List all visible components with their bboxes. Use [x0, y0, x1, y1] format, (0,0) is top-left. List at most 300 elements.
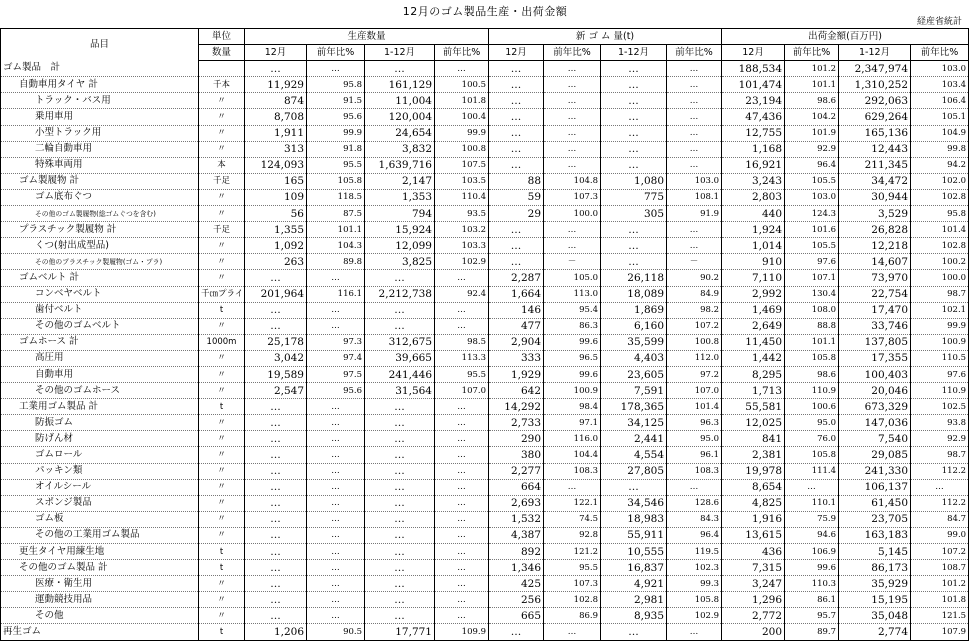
cell-value: … — [601, 93, 667, 109]
cell-ratio: … — [667, 238, 722, 254]
table-row — [1, 576, 969, 592]
cell-value: 178,365 — [601, 399, 667, 415]
cell-value: 25,178 — [245, 334, 307, 350]
row-unit: t — [199, 544, 245, 560]
table-row — [1, 544, 969, 560]
cell-value: … — [601, 125, 667, 141]
cell-ratio: 102.5 — [911, 399, 969, 415]
cell-value: 17,355 — [839, 350, 911, 366]
cell-ratio: 108.7 — [911, 560, 969, 576]
cell-ratio: … — [307, 608, 365, 624]
cell-ratio: 101.6 — [785, 222, 839, 238]
table-row — [1, 93, 969, 109]
cell-value: 1,924 — [722, 222, 785, 238]
cell-value: 2,981 — [601, 592, 667, 608]
cell-ratio: 100.5 — [435, 77, 489, 93]
table-row — [1, 173, 969, 189]
cell-value: 35,929 — [839, 576, 911, 592]
cell-ratio: 102.8 — [544, 592, 601, 608]
cell-value: … — [601, 222, 667, 238]
cell-ratio: … — [307, 560, 365, 576]
cell-value: 16,837 — [601, 560, 667, 576]
row-unit: 千足 — [199, 173, 245, 189]
row-unit: 〃 — [199, 608, 245, 624]
cell-ratio: … — [435, 592, 489, 608]
cell-ratio: 98.2 — [667, 302, 722, 318]
row-item-name: パッキン類 — [1, 463, 199, 479]
cell-ratio: 112.2 — [911, 495, 969, 511]
cell-ratio: … — [544, 109, 601, 125]
cell-ratio: 110.9 — [911, 383, 969, 399]
cell-ratio: … — [435, 576, 489, 592]
cell-ratio: 99.8 — [911, 141, 969, 157]
cell-value: 1,206 — [245, 624, 307, 640]
cell-ratio: 99.3 — [667, 576, 722, 592]
cell-ratio: 102.8 — [911, 189, 969, 205]
cell-ratio: 101.4 — [911, 222, 969, 238]
cell-value: … — [245, 270, 307, 286]
cell-value: … — [365, 463, 435, 479]
cell-ratio: 88.8 — [785, 318, 839, 334]
table-row — [1, 302, 969, 318]
cell-value: … — [245, 527, 307, 543]
cell-ratio: 101.2 — [785, 61, 839, 77]
cell-ratio: 107.5 — [435, 157, 489, 173]
cell-ratio: 103.5 — [435, 173, 489, 189]
cell-ratio: … — [667, 624, 722, 640]
cell-value: … — [489, 93, 544, 109]
cell-value: 1,469 — [722, 302, 785, 318]
cell-value: 29,085 — [839, 447, 911, 463]
cell-value: … — [489, 624, 544, 640]
cell-ratio: 107.1 — [785, 270, 839, 286]
cell-value: 100,403 — [839, 366, 911, 382]
table-row — [1, 157, 969, 173]
cell-ratio: 100.9 — [911, 334, 969, 350]
cell-value: 841 — [722, 431, 785, 447]
cell-ratio: 94.2 — [911, 157, 969, 173]
row-item-name: 高圧用 — [1, 350, 199, 366]
cell-value: 33,746 — [839, 318, 911, 334]
header-sub: 12月 — [489, 45, 544, 61]
cell-ratio: 103.3 — [435, 238, 489, 254]
cell-value: 200 — [722, 624, 785, 640]
cell-value: … — [601, 77, 667, 93]
cell-value: 188,534 — [722, 61, 785, 77]
cell-value: 15,195 — [839, 592, 911, 608]
cell-value: 17,771 — [365, 624, 435, 640]
cell-value: 24,654 — [365, 125, 435, 141]
cell-value: 2,212,738 — [365, 286, 435, 302]
cell-ratio: … — [307, 447, 365, 463]
row-item-name: その他のゴム製品 計 — [1, 560, 199, 576]
cell-value: 35,599 — [601, 334, 667, 350]
cell-ratio: 101.9 — [785, 125, 839, 141]
cell-ratio: 116.1 — [307, 286, 365, 302]
cell-ratio: 99.0 — [911, 527, 969, 543]
cell-value: … — [245, 495, 307, 511]
cell-value: … — [365, 415, 435, 431]
row-item-name: ゴムホース 計 — [1, 334, 199, 350]
cell-value: … — [365, 560, 435, 576]
cell-ratio: 105.0 — [544, 270, 601, 286]
header-sub: 前年比% — [785, 45, 839, 61]
cell-value: 165,136 — [839, 125, 911, 141]
cell-ratio: … — [435, 560, 489, 576]
cell-ratio: 95.6 — [307, 383, 365, 399]
cell-ratio: 112.2 — [911, 463, 969, 479]
cell-value: 2,347,974 — [839, 61, 911, 77]
row-item-name: 歯付ベルト — [1, 302, 199, 318]
cell-value: 313 — [245, 141, 307, 157]
cell-value: 6,160 — [601, 318, 667, 334]
cell-ratio: 76.0 — [785, 431, 839, 447]
row-item-name: くつ(射出成型品) — [1, 238, 199, 254]
row-item-name: トラック・バス用 — [1, 93, 199, 109]
cell-ratio: 105.8 — [785, 350, 839, 366]
cell-ratio: … — [307, 592, 365, 608]
cell-value: 477 — [489, 318, 544, 334]
row-item-name: その他のプラスチック製履物(ゴム・プラ) — [1, 254, 199, 270]
cell-value: 3,243 — [722, 173, 785, 189]
row-item-name: 更生タイヤ用練生地 — [1, 544, 199, 560]
cell-value: 7,110 — [722, 270, 785, 286]
cell-ratio: … — [667, 77, 722, 93]
cell-ratio: 107.3 — [544, 576, 601, 592]
row-unit: 〃 — [199, 383, 245, 399]
table-row — [1, 495, 969, 511]
cell-ratio: 105.8 — [307, 173, 365, 189]
cell-value: … — [365, 479, 435, 495]
cell-value: … — [601, 109, 667, 125]
row-unit: 千本 — [199, 77, 245, 93]
cell-value: 147,036 — [839, 415, 911, 431]
cell-value: 4,825 — [722, 495, 785, 511]
cell-ratio: 108.1 — [667, 189, 722, 205]
cell-ratio: 101.2 — [911, 576, 969, 592]
cell-ratio: 100.9 — [544, 383, 601, 399]
cell-value: 874 — [245, 93, 307, 109]
row-item-name: ゴム板 — [1, 511, 199, 527]
cell-ratio: 99.9 — [911, 318, 969, 334]
cell-value: 2,277 — [489, 463, 544, 479]
row-unit: t — [199, 302, 245, 318]
cell-ratio: 103.0 — [785, 189, 839, 205]
cell-value: 380 — [489, 447, 544, 463]
cell-value: 2,803 — [722, 189, 785, 205]
cell-value: 34,546 — [601, 495, 667, 511]
cell-value: 19,978 — [722, 463, 785, 479]
cell-value: 290 — [489, 431, 544, 447]
cell-value: … — [365, 447, 435, 463]
cell-ratio: … — [307, 302, 365, 318]
cell-ratio: 99.9 — [307, 125, 365, 141]
cell-ratio: … — [307, 318, 365, 334]
cell-ratio: 121.2 — [544, 544, 601, 560]
cell-value: … — [245, 544, 307, 560]
cell-value: … — [245, 479, 307, 495]
table-row — [1, 189, 969, 205]
cell-ratio: 106.9 — [785, 544, 839, 560]
cell-ratio: … — [307, 511, 365, 527]
cell-value: … — [365, 495, 435, 511]
row-item-name: 自動車用 — [1, 366, 199, 382]
row-unit: t — [199, 399, 245, 415]
production-table — [0, 28, 969, 641]
cell-value: 35,048 — [839, 608, 911, 624]
row-item-name: ゴムベルト 計 — [1, 270, 199, 286]
header-unit: 単位 — [199, 29, 245, 45]
cell-value: 263 — [245, 254, 307, 270]
cell-ratio: 105.5 — [785, 238, 839, 254]
cell-ratio: 104.2 — [785, 109, 839, 125]
header-sub: 12月 — [245, 45, 307, 61]
cell-ratio: … — [544, 222, 601, 238]
row-item-name: ゴム製履物 計 — [1, 173, 199, 189]
row-unit: t — [199, 624, 245, 640]
cell-value: 664 — [489, 479, 544, 495]
cell-ratio: 108.0 — [785, 302, 839, 318]
cell-ratio: 103.0 — [911, 61, 969, 77]
table-row — [1, 334, 969, 350]
row-unit: 〃 — [199, 238, 245, 254]
cell-value: 3,529 — [839, 206, 911, 222]
cell-ratio: 105.8 — [785, 447, 839, 463]
cell-ratio: 102.3 — [667, 560, 722, 576]
cell-ratio: 101.1 — [785, 334, 839, 350]
cell-ratio: 100.0 — [911, 270, 969, 286]
cell-value: … — [601, 238, 667, 254]
row-item-name: スポンジ製品 — [1, 495, 199, 511]
row-unit: 〃 — [199, 592, 245, 608]
cell-value: 56 — [245, 206, 307, 222]
cell-value: 2,547 — [245, 383, 307, 399]
cell-ratio: 124.3 — [785, 206, 839, 222]
cell-value: … — [489, 238, 544, 254]
cell-ratio: 99.9 — [435, 125, 489, 141]
cell-value: 23,605 — [601, 366, 667, 382]
table-row — [1, 286, 969, 302]
cell-value: 7,315 — [722, 560, 785, 576]
cell-ratio: 101.1 — [307, 222, 365, 238]
cell-ratio: 100.6 — [785, 399, 839, 415]
cell-value: 106,137 — [839, 479, 911, 495]
row-item-name: 小型トラック用 — [1, 125, 199, 141]
cell-value: 101,474 — [722, 77, 785, 93]
cell-value: … — [601, 624, 667, 640]
cell-ratio: 96.1 — [667, 447, 722, 463]
cell-ratio: 97.1 — [544, 415, 601, 431]
table-row — [1, 447, 969, 463]
cell-value: 665 — [489, 608, 544, 624]
table-row — [1, 592, 969, 608]
cell-value: 7,591 — [601, 383, 667, 399]
cell-ratio: 119.5 — [667, 544, 722, 560]
cell-value: 20,046 — [839, 383, 911, 399]
cell-value: … — [365, 399, 435, 415]
cell-ratio: … — [435, 527, 489, 543]
cell-value: … — [245, 61, 307, 77]
cell-value: 312,675 — [365, 334, 435, 350]
table-row — [1, 479, 969, 495]
cell-value: … — [601, 157, 667, 173]
cell-ratio: 104.4 — [544, 447, 601, 463]
cell-ratio: … — [307, 270, 365, 286]
header-item: 品目 — [1, 29, 199, 61]
row-item-name: 防振ゴム — [1, 415, 199, 431]
header-row-top — [1, 29, 969, 45]
cell-ratio: 104.8 — [544, 173, 601, 189]
cell-value: 1,639,716 — [365, 157, 435, 173]
row-item-name: 工業用ゴム製品 計 — [1, 399, 199, 415]
table-row — [1, 125, 969, 141]
cell-ratio: 95.5 — [307, 157, 365, 173]
cell-ratio: … — [307, 544, 365, 560]
cell-ratio: … — [435, 447, 489, 463]
cell-ratio: 98.4 — [544, 399, 601, 415]
cell-value: 2,693 — [489, 495, 544, 511]
cell-ratio: 98.7 — [911, 286, 969, 302]
cell-value: 1,713 — [722, 383, 785, 399]
cell-value: … — [489, 222, 544, 238]
cell-ratio: 96.4 — [667, 527, 722, 543]
cell-ratio: … — [307, 495, 365, 511]
cell-ratio: 106.4 — [911, 93, 969, 109]
cell-ratio: 92.9 — [911, 431, 969, 447]
cell-ratio: … — [667, 93, 722, 109]
cell-ratio: 101.8 — [435, 93, 489, 109]
cell-ratio: 121.5 — [911, 608, 969, 624]
cell-value: 18,983 — [601, 511, 667, 527]
cell-ratio: 74.5 — [544, 511, 601, 527]
cell-ratio: 98.6 — [785, 366, 839, 382]
cell-ratio: … — [307, 576, 365, 592]
cell-ratio: … — [435, 270, 489, 286]
cell-value: 73,970 — [839, 270, 911, 286]
cell-value: 2,774 — [839, 624, 911, 640]
cell-ratio: 100.0 — [544, 206, 601, 222]
cell-value: … — [245, 511, 307, 527]
cell-value: 17,470 — [839, 302, 911, 318]
row-item-name: 再生ゴム — [1, 624, 199, 640]
cell-ratio: 104.3 — [307, 238, 365, 254]
cell-ratio: … — [435, 608, 489, 624]
table-body — [1, 61, 969, 640]
cell-ratio: … — [544, 125, 601, 141]
row-item-name: その他 — [1, 608, 199, 624]
cell-value: 5,145 — [839, 544, 911, 560]
cell-ratio: 122.1 — [544, 495, 601, 511]
row-item-name: ゴム底布ぐつ — [1, 189, 199, 205]
cell-ratio: 90.5 — [307, 624, 365, 640]
row-item-name: その他のゴムベルト — [1, 318, 199, 334]
cell-ratio: 111.4 — [785, 463, 839, 479]
cell-ratio: … — [667, 125, 722, 141]
cell-value: 16,921 — [722, 157, 785, 173]
cell-ratio: 96.4 — [785, 157, 839, 173]
cell-value: 3,247 — [722, 576, 785, 592]
cell-ratio: … — [435, 302, 489, 318]
cell-value: … — [245, 399, 307, 415]
cell-value: 165 — [245, 173, 307, 189]
cell-value: … — [365, 302, 435, 318]
cell-value: … — [365, 527, 435, 543]
cell-ratio: … — [544, 157, 601, 173]
cell-value: 27,805 — [601, 463, 667, 479]
cell-ratio: 107.0 — [667, 383, 722, 399]
cell-value: … — [601, 141, 667, 157]
row-unit: 〃 — [199, 415, 245, 431]
cell-ratio: … — [307, 463, 365, 479]
cell-value: … — [489, 254, 544, 270]
cell-ratio: 87.5 — [307, 206, 365, 222]
table-row — [1, 206, 969, 222]
row-item-name: 運動競技用品 — [1, 592, 199, 608]
row-unit: 〃 — [199, 447, 245, 463]
cell-ratio: 99.6 — [544, 366, 601, 382]
cell-ratio: … — [667, 222, 722, 238]
cell-value: 39,665 — [365, 350, 435, 366]
row-unit: 千足 — [199, 222, 245, 238]
cell-ratio: 97.6 — [911, 366, 969, 382]
row-unit: 〃 — [199, 350, 245, 366]
cell-value: … — [601, 479, 667, 495]
cell-value: 7,540 — [839, 431, 911, 447]
row-item-name: オイルシール — [1, 479, 199, 495]
cell-value: 15,924 — [365, 222, 435, 238]
cell-ratio: 110.5 — [911, 350, 969, 366]
cell-value: … — [601, 254, 667, 270]
cell-ratio: 95.0 — [785, 415, 839, 431]
cell-ratio: 98.7 — [911, 447, 969, 463]
cell-ratio: 108.3 — [544, 463, 601, 479]
header-production: 生産数量 — [245, 29, 489, 45]
cell-ratio: 91.9 — [667, 206, 722, 222]
cell-value: 26,118 — [601, 270, 667, 286]
cell-value: … — [245, 318, 307, 334]
cell-value: 163,183 — [839, 527, 911, 543]
cell-value: 47,436 — [722, 109, 785, 125]
cell-ratio: … — [667, 109, 722, 125]
table-row — [1, 527, 969, 543]
cell-value: 1,911 — [245, 125, 307, 141]
header-shipment: 出荷金額(百万円) — [722, 29, 969, 45]
cell-ratio: … — [667, 157, 722, 173]
cell-ratio: 105.8 — [667, 592, 722, 608]
cell-value: 211,345 — [839, 157, 911, 173]
cell-ratio: 95.5 — [544, 560, 601, 576]
cell-ratio: 97.2 — [667, 366, 722, 382]
cell-ratio: 107.3 — [544, 189, 601, 205]
cell-ratio: … — [911, 479, 969, 495]
cell-value: … — [245, 431, 307, 447]
cell-value: 26,828 — [839, 222, 911, 238]
cell-value: 2,772 — [722, 608, 785, 624]
cell-ratio: … — [435, 61, 489, 77]
cell-ratio: … — [785, 479, 839, 495]
cell-ratio: … — [435, 415, 489, 431]
cell-value: 22,754 — [839, 286, 911, 302]
cell-value: 12,025 — [722, 415, 785, 431]
cell-ratio: 107.0 — [435, 383, 489, 399]
cell-ratio: 107.2 — [667, 318, 722, 334]
cell-ratio: … — [435, 479, 489, 495]
cell-ratio: 107.9 — [911, 624, 969, 640]
row-item-name: プラスチック製履物 計 — [1, 222, 199, 238]
cell-ratio: 93.8 — [911, 415, 969, 431]
header-sub: 1-12月 — [365, 45, 435, 61]
table-row — [1, 270, 969, 286]
